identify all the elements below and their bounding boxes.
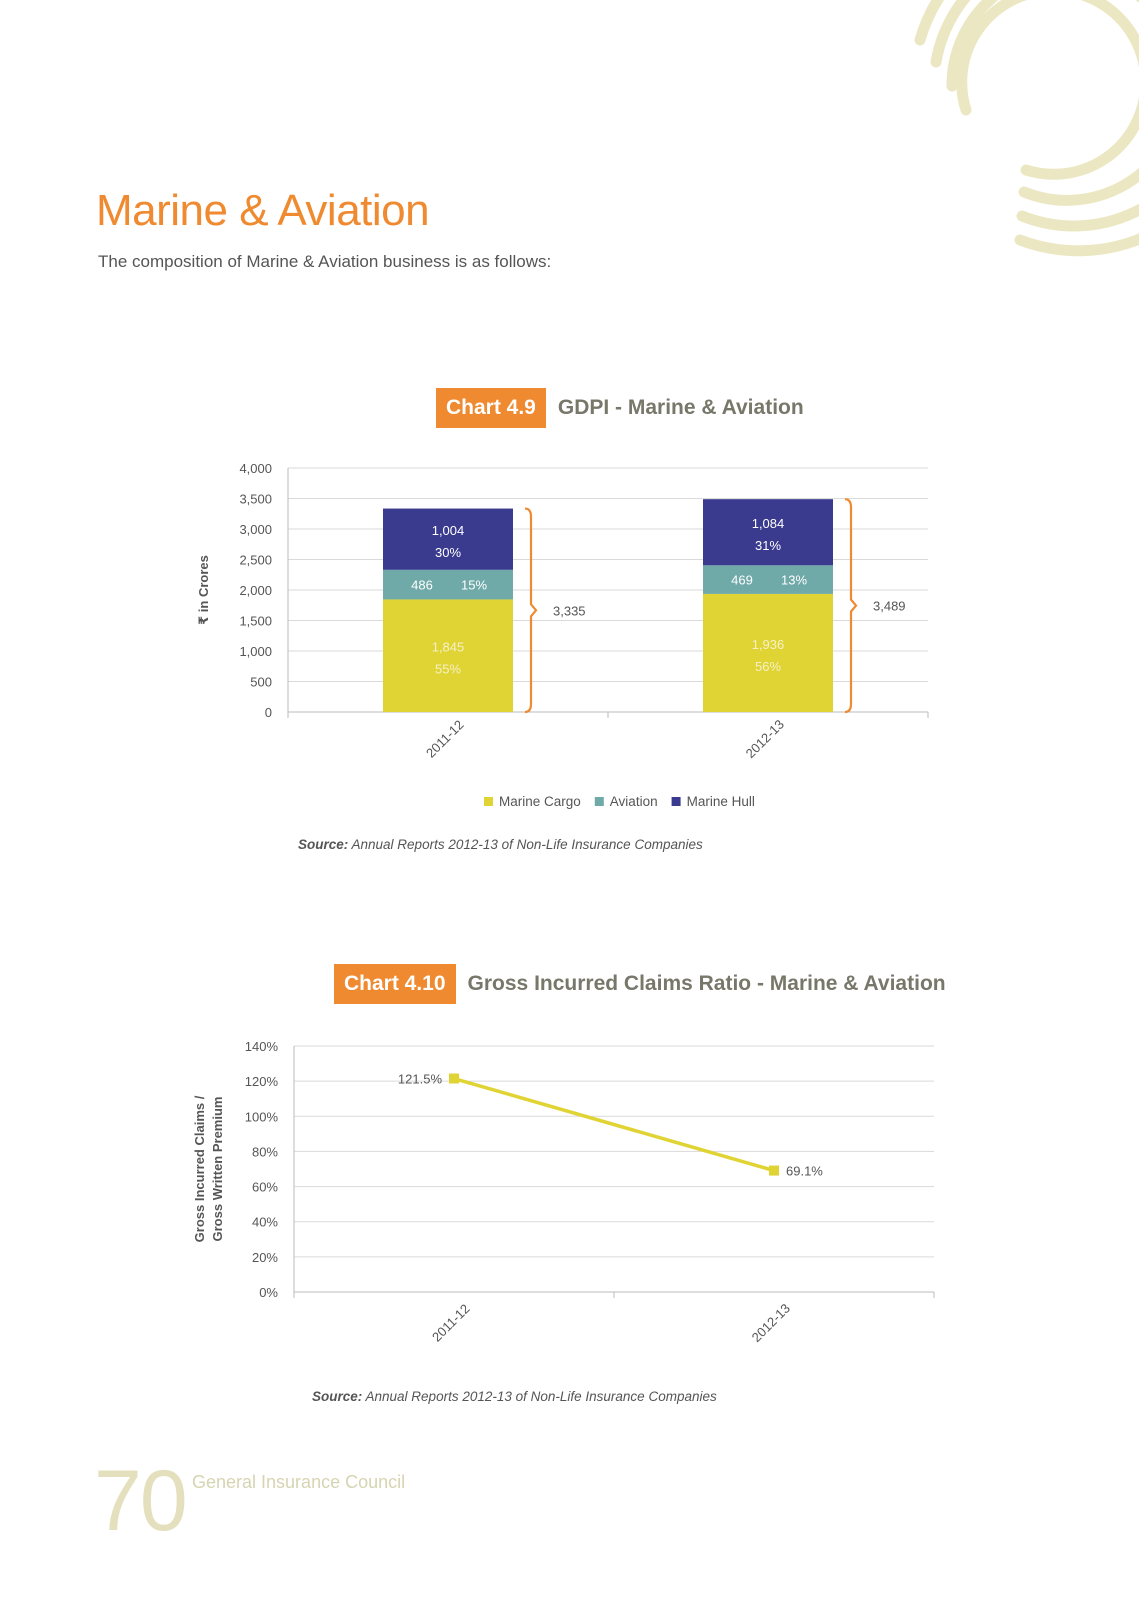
chart1-source-label: Source: — [298, 837, 349, 852]
y-tick-label: 100% — [244, 1109, 278, 1125]
y-tick-label: 3,000 — [239, 522, 272, 537]
bar-segment — [703, 565, 833, 594]
y-tick-label: 120% — [244, 1074, 278, 1090]
chart1-tag: Chart 4.9 — [436, 388, 546, 428]
bar-segment — [383, 570, 513, 600]
legend-swatch — [672, 797, 681, 806]
intro-text: The composition of Marine & Aviation business is as follows: — [98, 252, 552, 271]
data-label: 1,004 — [431, 523, 465, 539]
data-label: 1,845 — [431, 639, 465, 655]
share-label: 13% — [780, 572, 808, 588]
y-tick-label: 1,000 — [239, 644, 272, 659]
chart1-title: GDPI - Marine & Aviation — [557, 396, 804, 419]
chart2-title: Gross Incurred Claims Ratio - Marine & Aviation — [467, 972, 946, 995]
series-line — [454, 1079, 774, 1171]
footer-org-name: General Insurance Council — [192, 1472, 406, 1492]
y-tick-label: 2,500 — [239, 552, 272, 568]
data-label: 121.5% — [397, 1071, 442, 1087]
data-label: 1,936 — [751, 636, 785, 652]
data-point — [769, 1166, 779, 1176]
page-title: Marine & Aviation — [96, 186, 430, 235]
y-tick-label: 3,500 — [239, 491, 272, 507]
data-label: 69.1% — [786, 1163, 823, 1179]
chart1-source-text: Annual Reports 2012-13 of Non-Life Insurance Companies — [348, 837, 703, 852]
y-tick-label: 500 — [250, 674, 272, 690]
data-label: 486 — [411, 577, 433, 593]
chart2-source-label: Source: — [312, 1389, 363, 1404]
data-point — [449, 1074, 459, 1084]
total-brace — [845, 499, 856, 712]
y-tick-label: 4,000 — [239, 461, 272, 476]
total-label: 3,335 — [553, 603, 586, 619]
x-tick-label: 2012-13 — [742, 716, 787, 761]
x-tick-label: 2011-12 — [422, 716, 467, 761]
share-label: 30% — [434, 545, 462, 561]
share-label: 56% — [754, 658, 782, 674]
total-label: 3,489 — [873, 598, 906, 614]
chart2-tag: Chart 4.10 — [334, 964, 456, 1004]
legend-label: Marine Cargo — [499, 794, 581, 809]
bar-segment — [703, 594, 833, 712]
y-tick-label: 1,500 — [239, 613, 272, 629]
chart2-source-text: Annual Reports 2012-13 of Non-Life Insurance Companies — [362, 1389, 717, 1404]
data-label: 469 — [731, 572, 753, 588]
y-tick-label: 2,000 — [239, 583, 272, 598]
chart1-source — [298, 837, 703, 852]
y-tick-label: 140% — [244, 1039, 278, 1054]
y-axis-label: Gross Incurred Claims / — [192, 1095, 207, 1243]
data-label: 1,084 — [751, 516, 785, 532]
share-label: 31% — [754, 538, 782, 554]
y-tick-label: 0 — [264, 705, 272, 720]
y-axis-label: Gross Written Premium — [210, 1096, 225, 1242]
y-tick-label: 60% — [251, 1179, 278, 1195]
y-axis-label: ₹ in Crores — [196, 555, 211, 625]
x-tick-label: 2012-13 — [748, 1300, 793, 1345]
bar-segment — [383, 599, 513, 712]
x-tick-label: 2011-12 — [428, 1300, 473, 1345]
claims-ratio-line-chart — [0, 1020, 1139, 1360]
share-label: 55% — [434, 661, 462, 677]
legend-label: Marine Hull — [686, 794, 755, 809]
legend-swatch — [595, 797, 604, 806]
legend-label: Aviation — [609, 794, 658, 809]
gdpi-stacked-bar-chart — [0, 440, 1139, 820]
page-number: 70 — [94, 1453, 186, 1549]
y-tick-label: 0% — [259, 1285, 278, 1300]
chart1-heading — [436, 388, 804, 428]
bar-segment — [383, 509, 513, 570]
chart2-source — [312, 1389, 717, 1404]
y-tick-label: 80% — [251, 1144, 278, 1160]
y-tick-label: 40% — [251, 1214, 278, 1230]
y-tick-label: 20% — [251, 1249, 278, 1265]
bar-segment — [703, 499, 833, 565]
share-label: 15% — [460, 577, 488, 593]
chart2-heading — [334, 964, 946, 1004]
legend-swatch — [484, 797, 493, 806]
